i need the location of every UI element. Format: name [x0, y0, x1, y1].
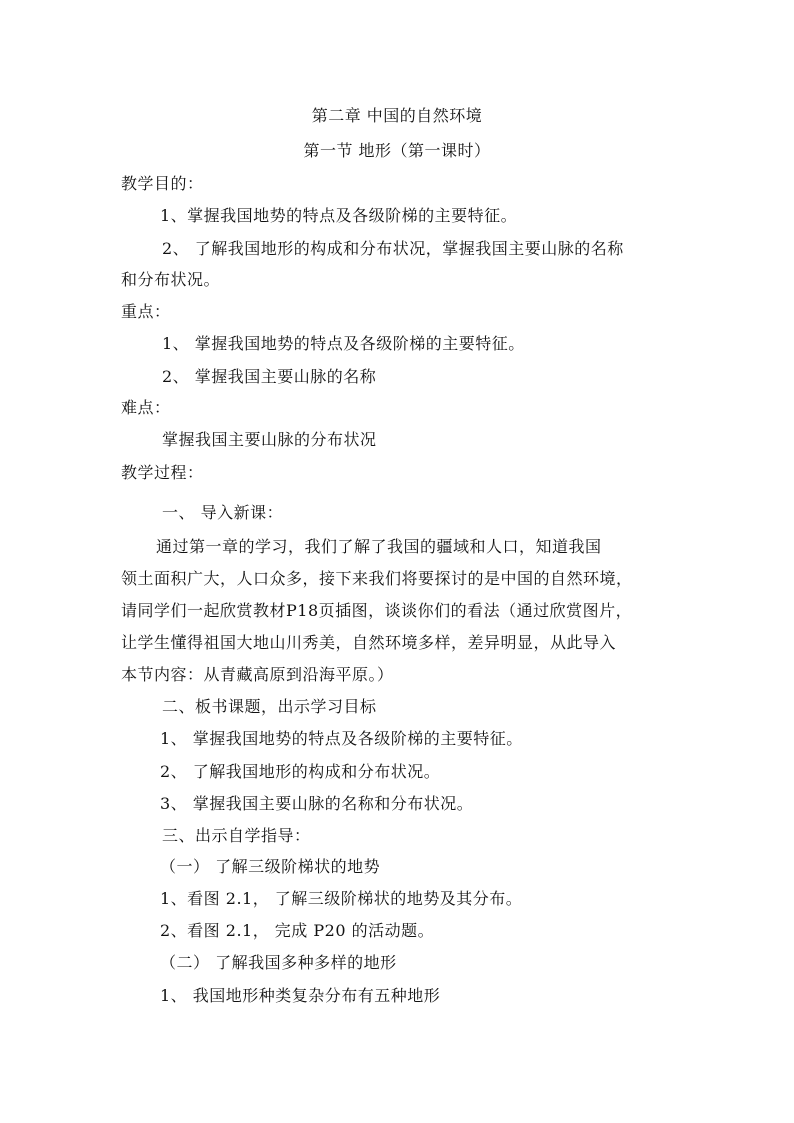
part1-heading: 一、 导入新课： [162, 503, 284, 522]
objective-item: 1、掌握我国地势的特点及各级阶梯的主要特征。 [160, 206, 518, 225]
paragraph-line: 通过第一章的学习，我们了解了我国的疆域和人口，知道我国 [156, 537, 602, 556]
process-heading: 教学过程： [121, 463, 204, 482]
key-points-heading: 重点： [121, 302, 171, 321]
section-title: 第一节 地形（第一课时） [303, 141, 491, 160]
objective-item-continuation: 和分布状况。 [121, 270, 221, 289]
paragraph-line: 让学生懂得祖国大地山川秀美，自然环境多样，差异明显，从此导入 [121, 633, 617, 652]
part2-item: 2、 了解我国地形的构成和分布状况。 [160, 762, 441, 781]
sub1-item: 1、看图 2.1， 了解三级阶梯状的地势及其分布。 [160, 889, 523, 908]
part2-item: 3、 掌握我国主要山脉的名称和分布状况。 [160, 794, 474, 813]
objectives-heading: 教学目的： [121, 174, 204, 193]
paragraph-line: 请同学们一起欣赏教材P18页插图，谈谈你们的看法（通过欣赏图片， [121, 601, 633, 620]
chapter-title: 第二章 中国的自然环境 [311, 106, 483, 125]
part3-heading: 三、出示自学指导： [162, 826, 311, 845]
sub2-item: 1、 我国地形种类复杂分布有五种地形 [160, 986, 441, 1005]
paragraph-line: 本节内容：从青藏高原到沿海平原。） [121, 665, 394, 684]
sub1-item: 2、看图 2.1， 完成 P20 的活动题。 [160, 921, 435, 940]
difficult-item: 掌握我国主要山脉的分布状况 [162, 430, 377, 449]
sub2-heading: （二） 了解我国多种多样的地形 [160, 953, 397, 972]
key-point-item: 2、 掌握我国主要山脉的名称 [162, 367, 377, 386]
part2-heading: 二、板书课题，出示学习目标 [162, 697, 377, 716]
paragraph-line: 领土面积广大，人口众多，接下来我们将要探讨的是中国的自然环境， [121, 569, 633, 588]
key-point-item: 1、 掌握我国地势的特点及各级阶梯的主要特征。 [162, 334, 525, 353]
part2-item: 1、 掌握我国地势的特点及各级阶梯的主要特征。 [160, 729, 523, 748]
sub1-heading: （一） 了解三级阶梯状的地势 [160, 857, 381, 876]
difficult-heading: 难点： [121, 398, 171, 417]
objective-item: 2、 了解我国地形的构成和分布状况，掌握我国主要山脉的名称 [162, 239, 624, 258]
